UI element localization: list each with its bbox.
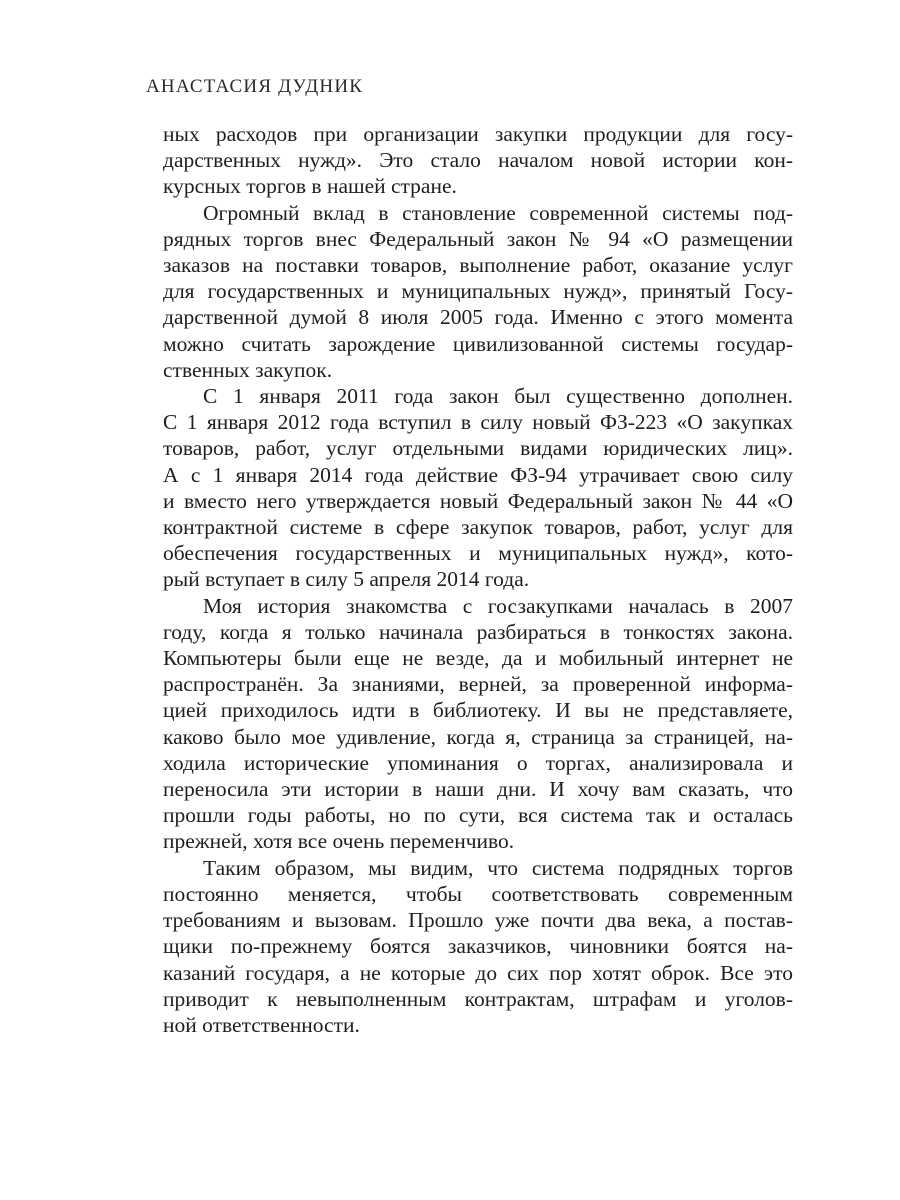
- text-line: цией приходилось идти в библиотеку. И вы не представляете,: [163, 698, 793, 723]
- paragraph: [163, 383, 793, 593]
- text-line: С 1 января 2012 года вступил в силу новый ФЗ-223 «О закупках: [163, 410, 793, 435]
- body-text: [163, 121, 793, 1038]
- paragraph: [163, 200, 793, 383]
- text-line: А с 1 января 2014 года действие ФЗ-94 утрачивает свою силу: [163, 462, 793, 487]
- text-line: С 1 января 2011 года закон был существенно дополнен.: [203, 384, 793, 409]
- text-line: дарственной думой 8 июля 2005 года. Именно с этого момента: [163, 305, 793, 330]
- text-line: для государственных и муниципальных нужд», принятый Госу-: [163, 279, 793, 304]
- text-line: контрактной системе в сфере закупок товаров, работ, услуг для: [163, 515, 793, 540]
- text-line: и вместо него утверждается новый Федеральный закон № 44 «О: [163, 488, 793, 513]
- paragraph: [163, 855, 793, 1038]
- text-line: курсных торгов в нашей стране.: [163, 174, 457, 199]
- text-line: дарственных нужд». Это стало началом новой истории кон-: [163, 148, 793, 173]
- text-line: переносила эти истории в наши дни. И хочу вам сказать, что: [163, 777, 793, 802]
- text-line: распространён. За знаниями, верней, за проверенной информа-: [163, 672, 793, 697]
- paragraph: [163, 121, 793, 200]
- text-line: рядных торгов внес Федеральный закон № 94 «О размещении: [163, 226, 793, 251]
- text-line: Моя история знакомства с госзакупками началась в 2007: [203, 593, 793, 618]
- text-line: рый вступает в силу 5 апреля 2014 года.: [163, 567, 530, 592]
- text-line: приводит к невыполненным контрактам, штрафам и уголов-: [163, 986, 793, 1011]
- text-line: можно считать зарождение цивилизованной системы государ-: [163, 331, 793, 356]
- text-line: ных расходов при организации закупки продукции для госу-: [163, 122, 793, 146]
- text-line: Таким образом, мы видим, что система подрядных торгов: [203, 855, 793, 880]
- text-line: заказов на поставки товаров, выполнение работ, оказание услуг: [163, 253, 793, 278]
- text-line: щики по-прежнему боятся заказчиков, чиновники боятся на-: [163, 934, 793, 959]
- text-line: требованиям и вызовам. Прошло уже почти два века, а постав-: [163, 908, 793, 933]
- text-line: казаний государя, а не которые до сих пор хотят оброк. Все это: [163, 960, 793, 985]
- text-line: ной ответственности.: [163, 1012, 360, 1037]
- text-line: ходила исторические упоминания о торгах, анализировала и: [163, 750, 793, 775]
- running-head: АНАСТАСИЯ ДУДНИК: [146, 76, 364, 97]
- text-line: каково было мое удивление, когда я, страница за страницей, на-: [163, 724, 793, 749]
- text-line: постоянно меняется, чтобы соответствовать современным: [163, 881, 793, 906]
- text-line: товаров, работ, услуг отдельными видами юридических лиц».: [163, 436, 793, 461]
- text-line: прошли годы работы, но по сути, вся система так и осталась: [163, 803, 793, 828]
- paragraph: [163, 593, 793, 855]
- text-line: обеспечения государственных и муниципальных нужд», кото-: [163, 541, 793, 566]
- text-line: году, когда я только начинала разбираться в тонкостях закона.: [163, 619, 793, 644]
- text-line: прежней, хотя все очень переменчиво.: [163, 829, 515, 854]
- text-line: Огромный вклад в становление современной системы под-: [203, 200, 793, 225]
- text-line: ственных закупок.: [163, 357, 333, 382]
- text-line: Компьютеры были еще не везде, да и мобильный интернет не: [163, 646, 793, 671]
